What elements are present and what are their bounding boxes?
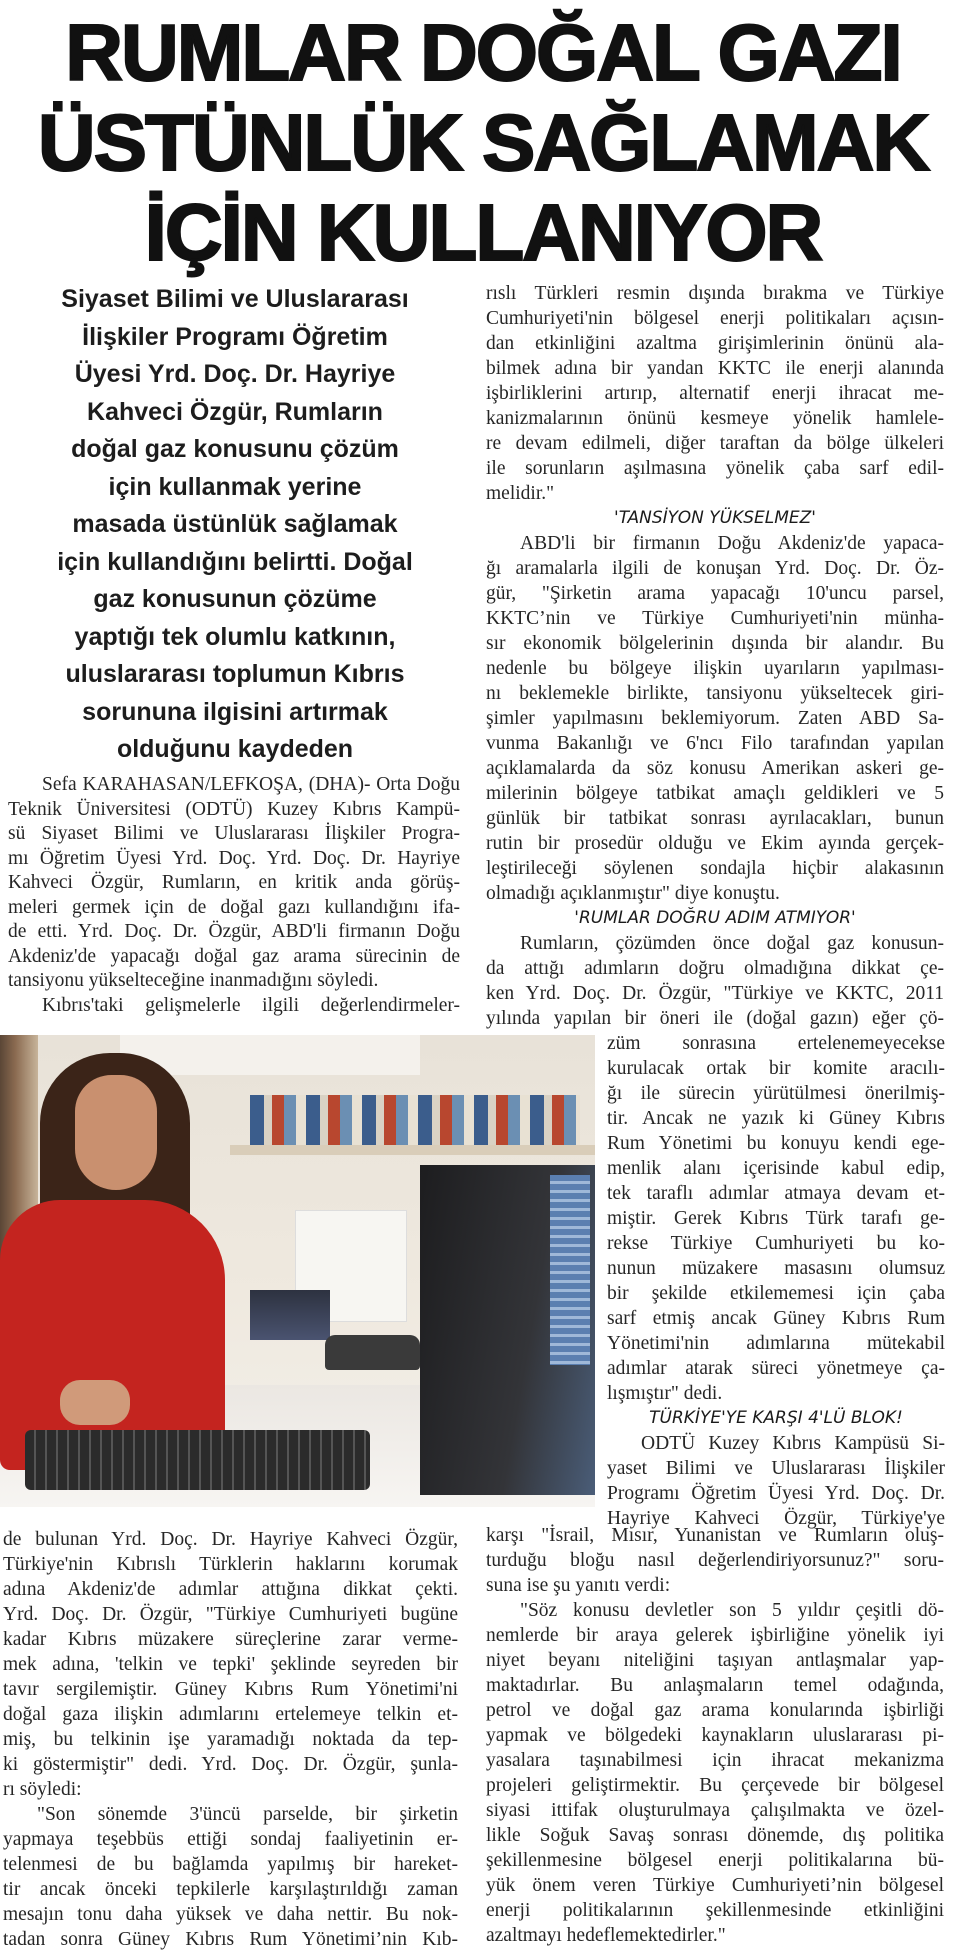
article-photo [0, 1035, 595, 1507]
paragraph-line: dan etkinliğini azaltma girişimlerinin önünü ala- [486, 333, 944, 354]
paragraph-line: bir şekilde etkilememesi için çaba [607, 1283, 945, 1304]
paragraph-line: Rumların, çözümden önce doğal gaz konusun- [520, 933, 944, 954]
photo-phone [325, 1335, 420, 1370]
paragraph-line: siyasi ittifak oluşturulmaya çalışılmakta ve özel- [486, 1800, 944, 1821]
paragraph-line: yaset Bilimi ve Uluslararası İlişkiler [607, 1458, 945, 1479]
paragraph-line: mesajın tonu daha yüksek ve daha nettir. Bu nok- [3, 1904, 458, 1925]
paragraph-line: Sefa KARAHASAN/LEFKOŞA, (DHA)- Orta Doğu [42, 774, 460, 795]
paragraph-line: kurulacak ortak bir komite aracılı- [607, 1058, 945, 1079]
paragraph-line: doğal gaza ilişkin adımlarını ertelemeye telkin et- [3, 1704, 458, 1725]
deck-line: gaz konusunun çözüme [93, 585, 377, 613]
photo-books [250, 1095, 580, 1145]
paragraph-line: ğı ile sürecin yürütülmesi önerilmiş- [607, 1083, 945, 1104]
paragraph-line: Yrd. Doç. Dr. Özgür, "Türkiye Cumhuriyeti bugüne [3, 1604, 458, 1625]
paragraph-line: nemlerde bir araya gelerek işbirliğine yönelik iyi [486, 1625, 944, 1646]
paragraph-line: yük önem veren Türkiye Cumhuriyeti’nin bölgesel [486, 1875, 944, 1896]
paragraph-line: adına Akdeniz'de adımlar attığına dikkat çekti. [3, 1579, 458, 1600]
headline-line-3: İÇİN KULLANIYOR [144, 188, 822, 277]
paragraph-line: tansiyonu yükselteceğine inanmadığını söyledi. [8, 970, 379, 991]
deck-line: Siyaset Bilimi ve Uluslararası [61, 285, 409, 313]
paragraph-line: açıklamalarda da söz konusu Amerikan askeri ge- [486, 758, 944, 779]
paragraph-line: suna ise şu yanıtı verdi: [486, 1575, 671, 1596]
paragraph-line: sarf etmiş ancak Güney Kıbrıs Rum [607, 1308, 945, 1329]
paragraph-line: enerji politikalarının şekillenmesinde etkinliğini [486, 1900, 944, 1921]
paragraph-line: kanizmalarının önünü kesmeye yönelik hamlele- [486, 408, 944, 429]
paragraph-line: yasalara taşınabilmesi için ihracat mekanizma [486, 1750, 944, 1771]
paragraph-line: Rum Yönetimi bu konuyu kendi ege- [607, 1133, 945, 1154]
paragraph-line: sü Siyaset Bilimi ve Uluslararası İlişkiler Progra- [8, 823, 460, 844]
headline-line-1: RUMLAR DOĞAL GAZI [65, 8, 901, 97]
right-column-text-top [486, 281, 944, 1031]
paragraph-line: milerinin bölgeye tatbikat amaçlı geldikleri ve 5 [486, 783, 944, 804]
paragraph-line: KKTC’nin ve Türkiye Cumhuriyeti'nin münha- [486, 608, 944, 629]
deck-line: için kullanmak yerine [108, 472, 362, 501]
paragraph-line: yılında yapılan bir öneri ile (doğal gazın) eğer çö- [486, 1008, 944, 1029]
paragraph-line: Türkiye'nin Kıbrıslı Türklerin haklarını korumak [3, 1554, 458, 1575]
paragraph-line: de bulunan Yrd. Doç. Dr. Hayriye Kahveci Özgür, [3, 1529, 458, 1550]
paragraph-line: ğı aramalarla ilgili de konuşan Yrd. Doç. Dr. Öz- [486, 558, 944, 579]
paragraph-line: olmadığı açıklanmıştır" diye konuştu. [486, 883, 780, 904]
paragraph-line: Yönetimi'nin adımlarına mütekabil [607, 1333, 945, 1354]
paragraph-line: da attığı adımların doğru olmadığına dikkat çe- [486, 958, 944, 979]
right-column-text-bottom [486, 1523, 944, 1948]
paragraph-line: günlük bir tatbikat sonrası ayrılacakları, bunun [486, 808, 944, 829]
article-deck [0, 281, 470, 769]
paragraph-line: karşı "İsrail, Mısır, Yunanistan ve Rumların oluş- [486, 1525, 944, 1546]
paragraph-line: bilmek adına bir yandan KKTC ile enerji alanında [486, 358, 944, 379]
paragraph-line: züm sonrasına ertelenemeyecekse [607, 1033, 945, 1054]
paragraph-line: turduğu bloğu nasıl değerlendiriyorsunuz?" soru- [486, 1550, 944, 1571]
paragraph-line: kadar Kıbrıs müzakere süreçlerine zarar verme- [3, 1629, 458, 1650]
paragraph-line: meleri germek için de doğal gazı kullandığını ifa- [8, 896, 460, 918]
paragraph-line: rutin bir prosedür olduğu ve Ekim ayında gerçek- [486, 833, 944, 854]
paragraph-line: niyet beyanı niteliğini taşıyan antlaşmalar yap- [486, 1650, 944, 1671]
deck-line: için kullandığını belirtti. Doğal [57, 547, 413, 576]
paragraph-line: lışmıştır" dedi. [607, 1383, 723, 1404]
paragraph-line: miş, bu telkinin işe yaramadığı noktada da tep- [3, 1729, 458, 1750]
paragraph-line: likle Soğuk Savaş sonrası dönemde, dış politika [486, 1825, 944, 1846]
deck-line: yaptığı tek olumlu katkının, [74, 622, 396, 651]
paragraph-line: menlik alanı içerisinde kabul edip, [607, 1158, 945, 1179]
paragraph-line: Programı Öğretim Üyesi Yrd. Doç. Dr. [607, 1483, 945, 1504]
paragraph-line: leştirileceği söylenen sondajla hiçbir alakasının [486, 858, 944, 879]
paragraph-line: tek taraflı adımlar atmaya devam et- [607, 1183, 945, 1204]
photo-keyboard [25, 1430, 370, 1490]
paragraph-line: "Söz konusu devletler son 5 yıldır çeşitli dö- [520, 1600, 944, 1621]
deck-line: olduğunu kaydeden [116, 735, 354, 763]
paragraph-line: işbirliklerini artırıp, alternatif enerji ihracat me- [486, 383, 944, 404]
section-heading: TÜRKİYE'YE KARŞI 4'LÜ BLOK! [649, 1408, 903, 1428]
paragraph-line: telenmesi de bu bağlamda yapılmış bir hareket- [3, 1854, 458, 1875]
paragraph-line: Hayriye Kahveci Özgür, Türkiye'ye [607, 1508, 945, 1529]
section-heading: 'TANSİYON YÜKSELMEZ' [614, 508, 816, 528]
paragraph-line: azaltmayı hedeflemektedirler." [486, 1925, 726, 1946]
paragraph-line: nı beklemekle birlikte, tansiyonu yükseltecek giri- [486, 683, 944, 704]
deck-line: sorununa ilgisini artırmak [82, 697, 388, 726]
paragraph-line: ile sorunların aşılmasına yönelik çaba sarf edil- [486, 458, 944, 479]
paragraph-line: ABD'li bir firmanın Doğu Akdeniz'de yapaca- [520, 533, 944, 554]
paragraph-line: rekse Türkiye Cumhuriyeti bu ko- [607, 1233, 945, 1254]
paragraph-line: ken Yrd. Doç. Dr. Özgür, "Türkiye ve KKTC, 2011 [486, 983, 944, 1004]
paragraph-line: rıslı Türkleri resmin dışında bırakma ve Türkiye [486, 283, 944, 304]
paragraph-line: miştir. Gerek Kıbrıs Türk tarafı ge- [607, 1208, 945, 1229]
paragraph-line: Akdeniz'de yapacağı doğal gaz arama sürecinin de [8, 945, 460, 967]
section-heading: 'RUMLAR DOĞRU ADIM ATMIYOR' [574, 908, 856, 928]
right-column-text-wrapped [607, 1031, 945, 1531]
paragraph-line: nedenle bu bölgeye ilişkin uyarıların yapılması- [486, 658, 944, 679]
paragraph-line: Cumhuriyeti'nin bölgesel enerji politikaları açısın- [486, 308, 944, 329]
headline-line-2: ÜSTÜNLÜK SAĞLAMAK [37, 98, 929, 187]
deck-line: masada üstünlük sağlamak [72, 510, 398, 538]
paragraph-line: şekillenmesine bölgesel enerji politikalarına bü- [486, 1850, 944, 1871]
paragraph-line: Kahveci Özgür, Rumların, en kritik anda görüş- [8, 872, 460, 893]
paragraph-line: yapmaya teşebbüs ettiği sondaj faaliyetinin er- [3, 1829, 458, 1850]
paragraph-line: tavır sergilemiştir. Güney Kıbrıs Rum Yönetimi'ni [3, 1679, 458, 1700]
photo-binders [250, 1290, 330, 1340]
deck-line: İlişkiler Programı Öğretim [82, 322, 388, 351]
photo-shelf [230, 1145, 595, 1155]
paragraph-line: melidir." [486, 483, 555, 504]
paragraph-line: projeleri geliştirmektir. Bu çerçevede bir bölgesel [486, 1775, 944, 1796]
paragraph-line: sır ekonomik bölgelerinin dışında bir alandır. Bu [486, 633, 944, 654]
paragraph-line: mı Öğretim Üyesi Yrd. Doç. Yrd. Doç. Dr. Hayriye [8, 847, 460, 869]
paragraph-line: petrol ve doğal gaz arama konularında işbirliği [486, 1700, 944, 1721]
photo-hands [60, 1380, 130, 1425]
paragraph-line: Kıbrıs'taki gelişmelerle ilgili değerlendirmeler- [42, 994, 460, 1016]
deck-line: Kahveci Özgür, Rumların [87, 397, 383, 426]
paragraph-line: ODTÜ Kuzey Kıbrıs Kampüsü Si- [641, 1433, 945, 1454]
left-column-text-bottom [3, 1527, 458, 1952]
paragraph-line: tir ancak önceki tepkilerle karşılaştırıldığı zaman [3, 1879, 458, 1900]
paragraph-line: yapmak ve bölgedeki kaynakların uluslararası pi- [486, 1725, 944, 1746]
left-column-text-top [8, 773, 460, 1018]
paragraph-line: maktadırlar. Bu anlaşmaların temel odağında, [486, 1675, 944, 1696]
deck-line: uluslararası toplumun Kıbrıs [65, 660, 405, 688]
paragraph-line: vunma Bakanlığı ve 6'ncı Filo tarafından yapılan [486, 733, 944, 754]
paragraph-line: ki göstermiştir" dedi. Yrd. Doç. Dr. Özgür, şunla- [3, 1754, 458, 1775]
deck-line: Üyesi Yrd. Doç. Dr. Hayriye [74, 360, 396, 388]
paragraph-line: tir. Ancak ne yazık ki Güney Kıbrıs [607, 1108, 945, 1129]
paragraph-line: rı söyledi: [3, 1779, 82, 1800]
paragraph-line: nunun müzakere masasını olumsuz [607, 1258, 945, 1279]
paragraph-line: re devam edilmeli, diğer taraftan da bölge ülkeleri [486, 433, 944, 454]
paragraph-line: adımlar atarak süreci yönetmeye ça- [607, 1358, 945, 1379]
paragraph-line: tadan sonra Güney Kıbrıs Rum Yönetimi’nin Kıb- [3, 1929, 458, 1950]
photo-face [75, 1075, 157, 1190]
deck-line: doğal gaz konusunu çözüm [71, 435, 399, 463]
paragraph-line: gür, "Şirketin arama yapacağı 10'uncu parsel, [486, 583, 944, 604]
paragraph-line: "Son sönemde 3'üncü parselde, bir şirketin [37, 1804, 458, 1825]
paragraph-line: de etti. Yrd. Doç. Dr. Özgür, ABD'li firmanın Doğu [8, 921, 460, 942]
paragraph-line: Teknik Üniversitesi (ODTÜ) Kuzey Kıbrıs Kampü- [8, 798, 460, 820]
paragraph-line: şimler yapılmasını beklemiyorum. Zaten ABD Sa- [486, 708, 944, 729]
photo-monitor-screen [550, 1175, 590, 1365]
paragraph-line: mek adına, 'telkin ve tepki' şeklinde seyreden bir [3, 1654, 458, 1675]
